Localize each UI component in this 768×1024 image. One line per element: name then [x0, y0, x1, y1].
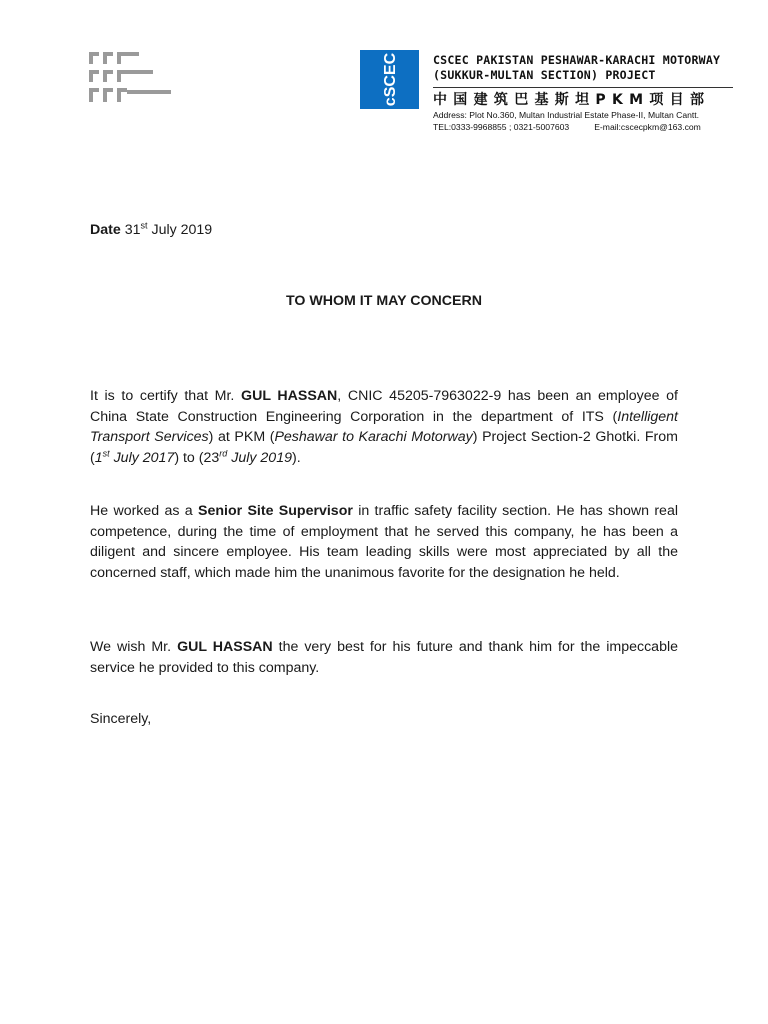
p1-text-5: ) to ( [174, 449, 204, 466]
p1-text-2: , CNIC 45205-7963022-9 has been an employee of China State Construction Engineering Corporation in the department of ITS ( [90, 388, 678, 425]
p1-text-1: It is to certify that Mr. [90, 388, 242, 404]
date-day: 31 [124, 222, 141, 238]
end-date [203, 447, 292, 466]
p3-text-2: the very best for his future and thank him for the impeccable service he provided to this company. [90, 639, 679, 676]
company-email: E-mail:cscecpkm@163.com [594, 121, 701, 132]
employee-name: GUL HASSAN [241, 388, 338, 404]
employee-name-closing: GUL HASSAN [177, 639, 273, 655]
letter-date [90, 222, 212, 238]
p2-text-2: in traffic safety facility section. He has shown real competence, during the time of employment that he served this company, he has been a diligent and sincere employee. His team leading skills were most appreciated by all the concerned staff, which made him the unanimous favorite for the designation he held. [90, 503, 678, 581]
p2-text-1: He worked as a [90, 503, 198, 519]
paragraph-wishes [90, 637, 678, 678]
p1-text-4: ) Project Section-2 Ghotki. From ( [90, 429, 678, 466]
start-day-suffix: st [102, 447, 110, 458]
date-day-suffix: st [140, 220, 148, 231]
pkm-full-name: Peshawar to Karachi Motorway [274, 429, 473, 445]
letter-subject: TO WHOM IT MAY CONCERN [285, 293, 482, 309]
end-day: 23 [203, 449, 220, 466]
letter-closing: Sincerely, [90, 711, 152, 727]
start-month-year: July 2017 [109, 449, 175, 466]
end-day-suffix: rd [219, 447, 228, 458]
construction-logo-mark [89, 50, 171, 108]
company-chinese-name: 中国建筑巴基斯坦PKM项目部 [433, 92, 711, 108]
start-date [94, 447, 175, 466]
company-telephone: TEL:0333-9968855 ; 0321-5007603 [433, 121, 570, 132]
start-day: 1 [94, 449, 103, 466]
p1-text-6: ). [291, 449, 301, 466]
company-name-line-1: CSCEC PAKISTAN PESHAWAR-KARACHI MOTORWAY [433, 53, 721, 67]
cscec-logo [360, 50, 419, 109]
grey-stripes-logo-icon [89, 50, 171, 108]
paragraph-certification [90, 386, 678, 468]
date-month-year: July 2019 [151, 222, 213, 238]
p3-text-1: We wish Mr. [90, 639, 178, 655]
date-label: Date [90, 222, 121, 238]
end-month-year: July 2019 [227, 449, 292, 466]
cscec-logo-icon [360, 50, 419, 109]
paragraph-performance [90, 501, 678, 583]
its-full-name: Intelligent Transport Services [90, 408, 678, 445]
company-contact [433, 122, 743, 134]
logo-text: cSCEC [382, 52, 400, 107]
p1-text-3: ) at PKM ( [208, 429, 275, 445]
company-address: Address: Plot No.360, Multan Industrial Estate Phase-II, Multan Cantt. [433, 110, 700, 120]
header-divider [433, 87, 733, 88]
letterhead [433, 53, 743, 133]
job-position: Senior Site Supervisor [197, 503, 353, 519]
company-name-line-2: (SUKKUR-MULTAN SECTION) PROJECT [433, 68, 656, 82]
